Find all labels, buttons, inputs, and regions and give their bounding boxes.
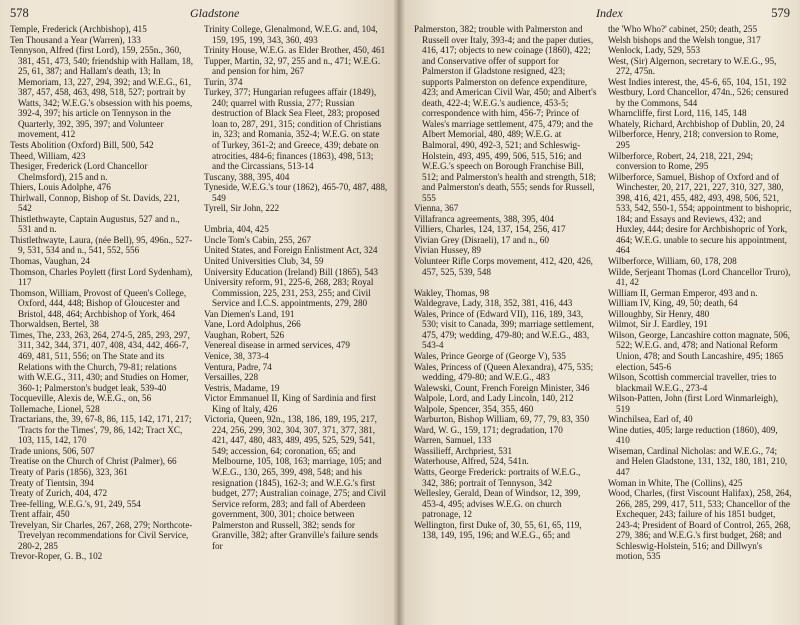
index-entry: Tests Abolition (Oxford) Bill, 500, 542 (10, 140, 154, 151)
index-entry: Wilberforce, William, 60, 178, 208 (608, 256, 737, 267)
index-entry: Wine duties, 405; large reduction (1860), 409, 410 (608, 424, 778, 446)
index-entry: Thesiger, Frederick (Lord Chancellor Chelmsford), 215 and n. (10, 161, 148, 182)
index-entry: Wiseman, Cardinal Nicholas: and W.E.G., 74; and Helen Gladstone, 131, 132, 180, 181, 210, 447 (608, 445, 788, 477)
index-entry: Temple, Frederick (Archbishop), 415 (10, 24, 147, 34)
index-entry: Tree-felling, W.E.G.'s, 91, 249, 554 (10, 498, 141, 509)
index-entry: Thirlwall, Connop, Bishop of St. Davids, 221, 542 (10, 192, 180, 214)
index-entry (204, 214, 388, 225)
index-entry: Wilson, George, Lancashire cotton magnate, 506, 522; W.E.G. and, 478; and National Reform Union, 478; and South Lancashire, 495; 1865 election, 545-6 (608, 329, 790, 372)
index-entry: Trent affair, 450 (10, 509, 70, 520)
index-entry: Wilmot, Sir J. Eardley, 191 (608, 319, 708, 330)
index-entry: Thorwaldsen, Bertel, 38 (10, 319, 99, 330)
index-column (204, 24, 388, 621)
index-entry: Thistlethwayte, Laura, (née Bell), 95, 496n., 527-9, 531, 534 and n., 541, 552, 556 (10, 234, 193, 256)
index-entry (414, 277, 598, 288)
right-page-columns (414, 24, 792, 621)
index-entry: Vivian Hussey, 89 (414, 245, 481, 256)
index-entry: Trevelyan, Sir Charles, 267, 268, 279; Northcote-Trevelyan recommendations for Civil Service, 280-2, 285 (10, 519, 193, 551)
index-entry: Wilson, Scottish commercial traveller, tries to blackmail W.E.G., 273-4 (608, 372, 777, 393)
index-entry: Umbria, 404, 425 (204, 224, 269, 235)
index-entry: West, (Sir) Algernon, secretary to W.E.G., 95, 272, 475n. (608, 55, 777, 77)
index-entry: Theed, William, 423 (10, 150, 86, 161)
right-page-number: 579 (771, 6, 790, 20)
index-entry: Tuscany, 388, 395, 404 (204, 171, 290, 182)
index-entry: Thiers, Louis Adolphe, 476 (10, 182, 111, 193)
index-entry: Winchilsea, Earl of, 40 (608, 414, 693, 425)
index-entry: Ten Thousand a Year (Warren), 133 (10, 34, 141, 45)
index-entry: William II, German Emperor, 493 and n. (608, 287, 758, 298)
index-entry: Watts, George Frederick: portraits of W.E.G., 342, 386; portrait of Tennyson, 342 (414, 466, 581, 488)
index-entry: Tennyson, Alfred (first Lord), 159, 255n., 360, 381, 451, 473, 540; friendship with Hallam, 18, 25, 61, 387; and Hallam's death, 13; In Memoriam, 13, 227, 294, 392; and W.E.G., 61, 387, 457, 458, 463, 498, 518, 527; portrait by Watts, 342; W.E.G.'s obsession with his poems, 392-4, 397; his article on Tennyson in the Quarterly, 392, 395, 397; and Volunteer movement, 412 (10, 45, 194, 140)
right-running-head: Index (596, 6, 623, 20)
index-entry: Van Diemen's Land, 191 (204, 308, 295, 319)
index-entry: the 'Who Who?' cabinet, 250; death, 255 (608, 24, 758, 34)
index-entry: Trevor-Roper, G. B., 102 (10, 551, 103, 562)
index-entry: Wilson-Patten, John (first Lord Winmarleigh), 519 (608, 393, 779, 414)
index-entry: Tyneside, W.E.G.'s tour (1862), 465-70, 487, 488, 549 (204, 182, 388, 203)
index-entry: Welsh bishops and the Welsh tongue, 317 (608, 34, 761, 45)
index-entry: Wales, Prince of (Edward VII), 116, 189, 343, 530; visit to Canada, 399; marriage settlement, 475, 479; wedding, 479-80; and W.E.G., 483, 543-4 (414, 308, 594, 351)
left-page-columns (10, 24, 388, 621)
index-entry: Walpole, Spencer, 354, 355, 460 (414, 403, 534, 414)
index-entry: Wilde, Serjeant Thomas (Lord Chancellor Truro), 41, 42 (608, 266, 791, 288)
index-entry: United Universities Club, 34, 59 (204, 256, 324, 267)
index-entry: Tollemache, Lionel, 528 (10, 403, 100, 414)
index-entry: Thomas, Vaughan, 24 (10, 256, 90, 267)
index-entry: William IV, King, 49, 50; death, 64 (608, 298, 738, 309)
index-entry: Waterhouse, Alfred, 524, 541n. (414, 456, 529, 467)
index-entry: Wenlock, Lady, 529, 553 (608, 45, 701, 56)
index-entry: Wilberforce, Henry, 218; conversion to Rome, 295 (608, 129, 779, 151)
index-entry: Wellington, first Duke of, 30, 55, 61, 65, 119, 138, 149, 195, 196; and W.E.G., 65; and (414, 519, 582, 541)
index-entry: Tupper, Martin, 32, 97, 255 and n., 471; W.E.G. and pension for him, 267 (204, 55, 381, 77)
index-entry: Wales, Prince George of (George V), 535 (414, 350, 566, 361)
index-entry: University reform, 91, 225-6, 268, 283; Royal Commission, 225, 231, 253, 255; and Civil Service and I.C.S. appointments, 279, 280 (204, 277, 374, 309)
index-entry: Ventura, Padre, 74 (204, 361, 272, 372)
right-page-header (398, 6, 800, 22)
index-entry: Trinity House, W.E.G. as Elder Brother, 450, 461 (204, 45, 386, 56)
index-entry: Treatise on the Church of Christ (Palmer), 66 (10, 456, 177, 467)
left-page-header (0, 6, 398, 22)
index-entry: Venice, 38, 373-4 (204, 350, 269, 361)
index-entry: Vaughan, Robert, 526 (204, 329, 285, 340)
index-entry: Westbury, Lord Chancellor, 474n., 526; censured by the Commons, 544 (608, 87, 789, 108)
index-entry: Venereal disease in armed services, 479 (204, 340, 350, 351)
index-column (10, 24, 194, 621)
index-entry: Wakley, Thomas, 98 (414, 287, 490, 298)
index-entry: Vivian Grey (Disraeli), 17 and n., 60 (414, 234, 549, 245)
index-entry: Palmerston, 382; trouble with Palmerston and Russell over Italy, 393-4; and the paper duties, 416, 417; objects to new coinage (1860), 422; and Conservative offer of support for Palmerston if Gladstone resigned, 423; supports Palmerston on defence expenditure, 423; and American Civil War, 450; and Albert's death, 422-4; W.E.G.'s audience, 453-5; correspondence with him, 456-7; Prince of Wales's marriage settlement, 475, 479; and the Albert Memorial, 480, 489; W.E.G. at Balmoral, 490, 492-3, 521; and Schleswig-Holstein, 493, 495, 499, 506, 515, 516; and W.E.G.'s speech on Borough Franchise Bill, 512; and Palmerston's health and strength, 518; and Palmerston's death, 555; sends for Russell, 555 (414, 24, 597, 203)
index-entry: Willoughby, Sir Henry, 480 (608, 308, 710, 319)
index-entry: Walpole, Lord, and Lady Lincoln, 140, 212 (414, 393, 574, 404)
index-entry: Woman in White, The (Collins), 425 (608, 477, 743, 488)
index-entry: Thistlethwayte, Captain Augustus, 527 and n., 531 and n. (10, 213, 180, 235)
index-entry: Vienna, 367 (414, 203, 459, 214)
index-entry: Turkey, 377; Hungarian refugees affair (1849), 240; quarrel with Russia, 277; Russian destruction of Black Sea Fleet, 283; proposed loan to, 287, 291, 315; condition of Christians in, 323; and Romania, 352-4; W.E.G. on state of Turkey, 361-2; and Greece, 439; debate on atrocities, 484-6; finances (1863), 498, 513; and the Circassians, 513-14 (204, 87, 382, 172)
index-entry: Warburton, Bishop William, 69, 77, 79, 83, 350 (414, 414, 590, 425)
index-entry: Vane, Lord Adolphus, 266 (204, 319, 301, 330)
index-entry: Waldegrave, Lady, 318, 352, 381, 416, 443 (414, 298, 573, 309)
index-entry: Walewski, Count, French Foreign Minister, 346 (414, 382, 590, 393)
index-entry: Trade unions, 506, 507 (10, 445, 95, 456)
index-entry: Villafranca agreements, 388, 395, 404 (414, 213, 555, 224)
index-entry: Trinity College, Glenalmond, W.E.G. and, 104, 159, 195, 199, 343, 360, 493 (204, 24, 378, 45)
index-entry: Ward, W. G., 159, 171; degradation, 170 (414, 424, 563, 435)
index-entry: Volunteer Rifle Corps movement, 412, 420, 426, 457, 525, 539, 548 (414, 256, 593, 277)
index-entry: Uncle Tom's Cabin, 255, 267 (204, 234, 312, 245)
index-entry: Warren, Samuel, 133 (414, 435, 492, 446)
index-column (414, 24, 598, 621)
left-page-number: 578 (10, 6, 29, 20)
index-entry: Wilberforce, Robert, 24, 218, 221, 294; conversion to Rome, 295 (608, 150, 754, 172)
left-running-head: Gladstone (190, 6, 240, 20)
index-entry: Wales, Princess of (Queen Alexandra), 475, 535; wedding, 479-80; and W.E.G., 483 (414, 361, 594, 383)
right-page (398, 0, 800, 625)
index-entry: Victor Emmanuel II, King of Sardinia and first King of Italy, 426 (204, 393, 376, 414)
index-entry: Treaty of Paris (1856), 323, 361 (10, 466, 128, 477)
index-entry: Wassilieff, Archpriest, 531 (414, 445, 513, 456)
index-entry: Versailles, 228 (204, 372, 259, 383)
index-entry: Tractarians, the, 39, 67-8, 86, 115, 142, 171, 217; 'Tracts for the Times', 79, 86, 142; Tract XC, 103, 115, 142, 170 (10, 414, 192, 446)
index-entry: Vestris, Madame, 19 (204, 382, 280, 393)
index-entry: Treaty of Zurich, 404, 472 (10, 488, 108, 499)
index-entry: Tocqueville, Alexis de, W.E.G., on, 56 (10, 393, 152, 404)
index-entry: Thomson, William, Provost of Queen's College, Oxford, 444, 448; Bishop of Gloucester and Bristol, 448, 464; Archbishop of York, 464 (10, 287, 187, 319)
index-entry: Turin, 374 (204, 76, 243, 87)
index-entry: Tyrell, Sir John, 222 (204, 203, 280, 214)
index-entry: Wellesley, Gerald, Dean of Windsor, 12, 399, 453-4, 495; advises W.E.G. on church patronage, 12 (414, 488, 581, 520)
index-entry: Wharncliffe, first Lord, 116, 145, 148 (608, 108, 747, 119)
index-entry: Wilberforce, Samuel, Bishop of Oxford and of Winchester, 20, 217, 221, 227, 310, 327, 380, 398, 416, 421, 455, 482, 493, 498, 506, 521, 533, 542, 550-1, 554; appointment to bishopric, 184; and Essays and Reviews, 432; and Huxley, 444; desire for Archbishopric of York, 464; W.E.G. unable to secure his appointment, 464 (608, 171, 792, 256)
index-entry: Whately, Richard, Archbishop of Dublin, 20, 24 (608, 118, 785, 129)
left-page (0, 0, 398, 625)
index-entry: United States, and Foreign Enlistment Act, 324 (204, 245, 378, 256)
index-entry: Villiers, Charles, 124, 137, 154, 256, 417 (414, 224, 566, 235)
index-entry: Treaty of Tientsin, 394 (10, 477, 94, 488)
index-entry: Thomson, Charles Poylett (first Lord Sydenham), 117 (10, 266, 193, 288)
index-column (608, 24, 792, 621)
index-entry: Times, The, 233, 263, 264, 274-5, 285, 293, 297, 311, 342, 344, 371, 407, 408, 434, 442, 466-7, 469, 481, 511, 556; on The State and its Relations with the Church, 79-81; relations with W.E.G., 311, 430; and Studies on Homer, 360-1; Palmerston's budget leak, 539-40 (10, 329, 190, 393)
index-entry: University Education (Ireland) Bill (1865), 543 (204, 266, 379, 277)
index-entry: Wood, Charles, (first Viscount Halifax), 258, 264, 266, 285, 299, 417, 511, 533; Chancellor of the Exchequer, 243; failure of his 1851 budget, 243-4; President of Board of Control, 265, 268, 279, 386; and W.E.G.'s first budget, 268; and Schleswig-Holstein, 516; and Dillwyn's motion, 535 (608, 488, 792, 562)
index-entry: West Indies interest, the, 45-6, 65, 104, 151, 192 (608, 76, 787, 87)
index-entry: Victoria, Queen, 92n., 138, 186, 189, 195, 217, 224, 256, 299, 302, 304, 307, 371, 377, 381, 421, 447, 480, 483, 489, 495, 525, 529, 541, 549; accession, 64; coronation, 65; and Melbourne, 105, 108, 163; marriage, 105; and W.E.G., 130, 265, 399, 498, 548; and his resignation (1845), 162-3; and W.E.G.'s first budget, 277; Australian coinage, 275; and Civil Service reform, 283; and fall of Aberdeen government, 300, 301; choice between Palmerston and Russell, 382; sends for Granville, 382; after Granville's failure sends for (204, 414, 387, 551)
